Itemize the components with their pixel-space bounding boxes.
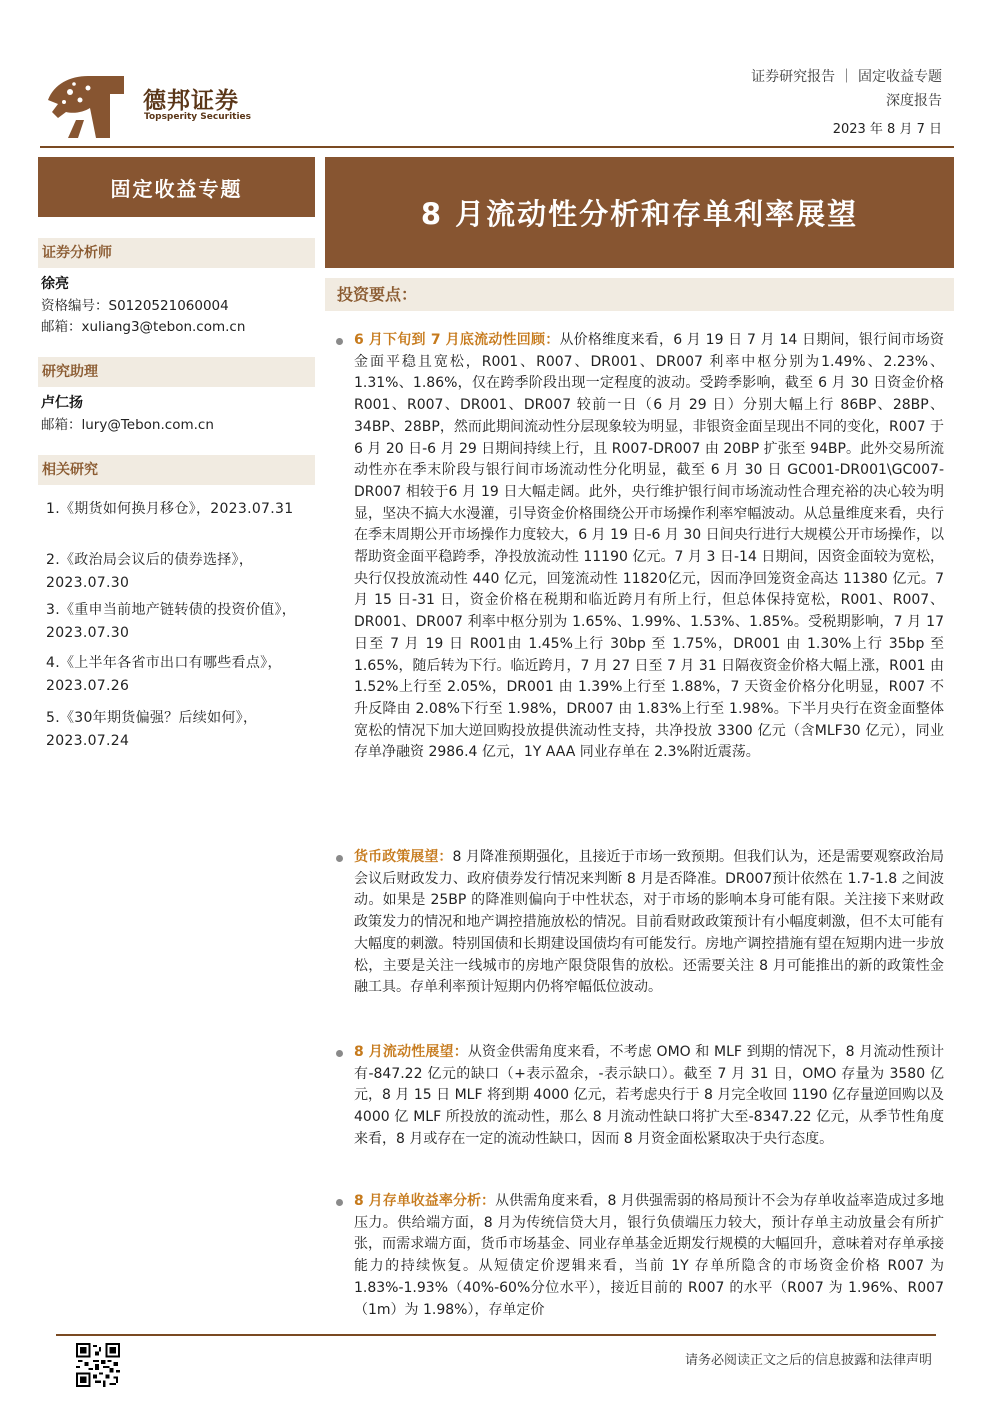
company-logo (44, 72, 124, 138)
report-tag: 固定收益专题 (38, 157, 315, 217)
report-type: 深度报告 (886, 93, 942, 109)
related-item[interactable]: 5.《30年期货偏强？后续如何》，2023.07.24 (46, 710, 258, 749)
assistant-email: 邮箱：lury@Tebon.com.cn (41, 417, 214, 433)
qr-code-icon (76, 1343, 120, 1387)
point-heading: 6 月下旬到 7 月底流动性回顾： (354, 332, 560, 348)
related-item[interactable]: 4.《上半年各省市出口有哪些看点》，2023.07.26 (46, 655, 282, 694)
report-title: 8 月流动性分析和存单利率展望 (325, 157, 954, 268)
bullet-icon (336, 1050, 343, 1057)
point-heading: 8 月存单收益率分析： (354, 1193, 496, 1209)
point-cd-yield (354, 1191, 944, 1321)
brand-name-en: Topsperity Securities (144, 112, 251, 122)
bullet-icon (336, 1199, 343, 1206)
related-item[interactable]: 1.《期货如何换月移仓》，2023.07.31 (46, 501, 294, 517)
analyst-name: 徐亮 (41, 276, 69, 292)
assistant-name: 卢仁扬 (41, 395, 83, 411)
brand-name-cn: 德邦证券 (143, 88, 239, 114)
analyst-cert: 资格编号：S0120521060004 (41, 298, 229, 314)
point-heading: 8 月流动性展望： (354, 1044, 468, 1060)
assistant-heading: 研究助理 (38, 357, 315, 387)
header-divider (40, 146, 954, 148)
point-body: 从资金供需角度来看，不考虑 OMO 和 MLF 到期的情况下，8 月流动性预计有-847.22 亿元的缺口（+表示盈余，-表示缺口）。截至 7 月 31 日，OMO 存量为 3580 亿元，8 月 15 日 MLF 将到期 4000 亿元，若考虑央行于 8 月完全收回 1190 亿存量逆回购以及 4000 亿 MLF 所投放的流动性，那么 8 月流动性缺口将扩大至-8347.22 亿元，从季节性角度来看，8 月或存在一定的流动性缺口，因而 8 月资金面松紧取决于央行态度。 (354, 1044, 944, 1147)
point-liquidity-review (354, 330, 944, 764)
point-body: 8 月降准预期强化，且接近于市场一致预期。但我们认为，还是需要观察政治局会议后财政发力、政府债券发行情况来判断 8 月是否降准。DR007预计依然在 1.7-1.8 之间波动。如果是 25BP 的降准则偏向于中性状态，对于市场的影响本身可能有限。关注接下来财政政策发力的情况和地产调控措施放松的情况。目前看财政政策预计有小幅度刺激，但不太可能有大幅度的刺激。特别国债和长期建设国债均有可能发行。房地产调控措施有望在短期内进一步放松，主要是关注一线城市的房地产限贷限售的放松。还需要关注 8 月可能推出的新的政策性金融工具。存单利率预计短期内仍将窄幅低位波动。 (354, 849, 944, 996)
point-liquidity-outlook (354, 1042, 944, 1151)
point-heading: 货币政策展望： (354, 849, 453, 865)
related-item[interactable]: 3.《重申当前地产链转债的投资价值》，2023.07.30 (46, 602, 297, 641)
analyst-heading: 证券分析师 (38, 238, 315, 268)
point-monetary-outlook (354, 847, 944, 999)
analyst-email: 邮箱：xuliang3@tebon.com.cn (41, 319, 246, 335)
key-points-heading: 投资要点： (325, 278, 954, 311)
related-heading: 相关研究 (38, 455, 315, 485)
related-item[interactable]: 2.《政治局会议后的债券选择》，2023.07.30 (46, 552, 254, 591)
footer-divider (56, 1334, 936, 1336)
bullet-icon (336, 855, 343, 862)
report-date: 2023 年 8 月 7 日 (832, 122, 942, 137)
point-body: 从供需角度来看，8 月供强需弱的格局预计不会为存单收益率造成过多地压力。供给端方面，8 月为传统信贷大月，银行负债端压力较大，预计存单主动放量会有所扩张，而需求端方面，货币市场基金、同业存单基金近期发行规模的大幅回升，意味着对存单承接能力的持续恢复。从短债定价逻辑来看，当前 1Y 存单所隐含的市场资金价格 R007 为 1.83%-1.93%（40%-60%分位水平），接近目前的 R007 的水平（R007 为 1.96%、R007（1m）为 1.98%），存单定价 (354, 1193, 944, 1318)
legal-disclaimer: 请务必阅读正文之后的信息披露和法律声明 (684, 1353, 932, 1368)
report-category: 证券研究报告 ｜ 固定收益专题 (751, 69, 942, 85)
point-body: 从价格维度来看，6 月 19 日 7 月 14 日期间，银行间市场资金面平稳且宽松，R001、R007、DR001、DR007 利率中枢分别为1.49%、2.23%、1.31%、1.86%，仅在跨季阶段出现一定程度的波动。受跨季影响，截至 6 月 30 日资金价格 R001、R007、DR001、DR007 较前一日（6 月 29 日）分别大幅上行 86BP、28BP、34BP、28BP，然而此期间流动性分层现象较为明显，非银资金面呈现出不同的变化，R007 于 6 月 20 日-6 月 29 日期间持续上行，且 R007-DR007 由 20BP 扩张至 94BP。此外交易所流动性亦在季末阶段与银行间市场流动性分化明显，截至 6 月 30 日 GC001-DR001\GC007-DR007 相较于6 月 19 日大幅走阔。此外，央行维护银行间市场流动性合理充裕的决心较为明显，坚决不搞大水漫灌，引导资金价格围绕公开市场操作利率窄幅波动。从总量维度来看，央行在季末周期公开市场操作力度较大，6 月 19 日-6 月 30 日间央行进行大规模公开市场操作，以帮助资金面平稳跨季，净投放流动性 11190 亿元。7 月 3 日-14 日期间，因资金面较为宽松，央行仅投放流动性 440 亿元，回笼流动性 11820亿元，因而净回笼资金高达 11380 亿元。7 月 15 日-31 日，资金价格在税期和临近跨月有所上行，但总体保持宽松，R001、R007、DR001、DR007 利率中枢分别为 1.65%、1.99%、1.53%、1.85%。受税期影响，7 月 17 日至 7 月 19 日 R001由 1.45%上行 30bp 至 1.75%，DR001 由 1.30%上行 35bp 至 1.65%，随后转为下行。临近跨月，7 月 27 日至 7 月 31 日隔夜资金价格大幅上涨，R001 由 1.52%上行至 2.05%，DR001 由 1.39%上行至 1.88%，7 天资金价格分化明显，R007 不升反降由 2.08%下行至 1.98%，DR007 由 1.83%上行至 1.98%。下半月央行在资金面整体宽松的情况下加大逆回购投放提供流动性支持，共净投放 3300 亿元（含MLF30 亿元），同业存单净融资 2986.4 亿元，1Y AAA 同业存单在 2.3%附近震荡。 (354, 332, 945, 761)
bullet-icon (336, 338, 343, 345)
